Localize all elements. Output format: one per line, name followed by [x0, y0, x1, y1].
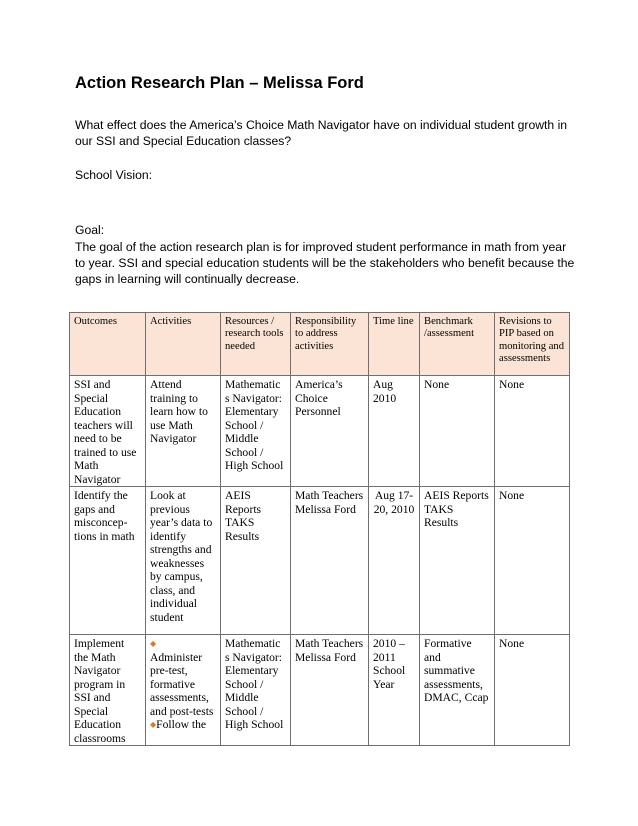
- cell-activities: [146, 376, 221, 487]
- cell-outcome: [70, 487, 146, 635]
- cell-resources: [221, 635, 291, 746]
- goal-label: Goal:: [75, 223, 105, 237]
- cell-revisions: [495, 376, 570, 487]
- header-timeline: Time line: [369, 313, 420, 376]
- research-question: What effect does the America’s Choice Math Navigator have on individual student growth in our SSI and Special Education classes?: [75, 118, 568, 148]
- table-header-row: [70, 313, 570, 376]
- cell-text: Math Teachers Melissa Ford: [295, 637, 364, 664]
- cell-text: None: [499, 637, 525, 650]
- cell-text: AEIS Reports TAKS Results: [424, 489, 489, 529]
- cell-activities: [146, 635, 221, 746]
- cell-resources: [221, 376, 291, 487]
- cell-responsibility: [291, 635, 369, 746]
- cell-text: Implement the Math Navigator program in SSI and Special Education classrooms: [74, 637, 126, 745]
- table-row: [70, 376, 570, 487]
- cell-text: America’s Choice Personnel: [295, 378, 343, 418]
- cell-benchmark: [420, 487, 495, 635]
- diamond-bullet-icon: ◆: [150, 720, 157, 729]
- goal-text: The goal of the action research plan is for improved student performance in math from year to year. SSI and special education students will be the stakeholders who benefit because the gaps in learning will continually decrease.: [75, 240, 575, 286]
- action-plan-table: [69, 312, 570, 746]
- document-title: Action Research Plan – Melissa Ford: [75, 74, 364, 92]
- cell-revisions: [495, 635, 570, 746]
- cell-text: Attend training to learn how to use Math Navigator: [150, 378, 208, 445]
- cell-benchmark: [420, 635, 495, 746]
- cell-responsibility: [291, 376, 369, 487]
- table-row: [70, 635, 570, 746]
- cell-text: None: [499, 378, 525, 391]
- table-row: [70, 487, 570, 635]
- cell-timeline: [369, 376, 420, 487]
- cell-timeline: [369, 635, 420, 746]
- header-activities: Activities: [146, 313, 221, 376]
- cell-text: Formative and summative assessments, DMAC, Ccap: [424, 637, 489, 704]
- cell-responsibility: [291, 487, 369, 635]
- cell-text: None: [499, 489, 525, 502]
- cell-text: Mathematic s Navigator: Elementary School / Middle School / High School: [225, 378, 284, 472]
- cell-text: 2010 – 2011 School Year: [373, 637, 406, 691]
- cell-text: Mathematic s Navigator: Elementary School / Middle School / High School: [225, 637, 284, 731]
- cell-outcome: [70, 635, 146, 746]
- cell-text: Aug 2010: [373, 378, 397, 405]
- cell-text: AEIS Reports TAKS Results: [225, 489, 262, 543]
- cell-benchmark: [420, 376, 495, 487]
- cell-text: Aug 17-20, 2010: [373, 489, 415, 516]
- cell-resources: [221, 487, 291, 635]
- cell-text: Math Teachers Melissa Ford: [295, 489, 364, 516]
- list-item: [150, 718, 206, 731]
- header-resources: Resources / research tools needed: [221, 313, 291, 376]
- header-outcomes: Outcomes: [70, 313, 146, 376]
- cell-text: Administer pre-test, formative assessments, and post-tests: [150, 650, 214, 718]
- diamond-bullet-icon: ◆: [150, 639, 157, 648]
- cell-text: Look at previous year’s data to identify strengths and weaknesses by campus, class, and individual student: [150, 489, 213, 624]
- cell-text: Identify the gaps and misconcep-tions in math: [74, 489, 135, 543]
- header-responsibility: Responsibility to address activities: [291, 313, 369, 376]
- school-vision-label: School Vision:: [75, 168, 153, 182]
- cell-text: SSI and Special Education teachers will need to be trained to use Math Navigator: [74, 378, 137, 486]
- header-revisions: Revisions to PIP based on monitoring and assessments: [495, 313, 570, 376]
- cell-timeline: [369, 487, 420, 635]
- cell-text: Follow the: [156, 718, 207, 731]
- cell-revisions: [495, 487, 570, 635]
- header-benchmark: Benchmark /assessment: [420, 313, 495, 376]
- cell-outcome: [70, 376, 146, 487]
- cell-text: None: [424, 378, 450, 391]
- cell-activities: [146, 487, 221, 635]
